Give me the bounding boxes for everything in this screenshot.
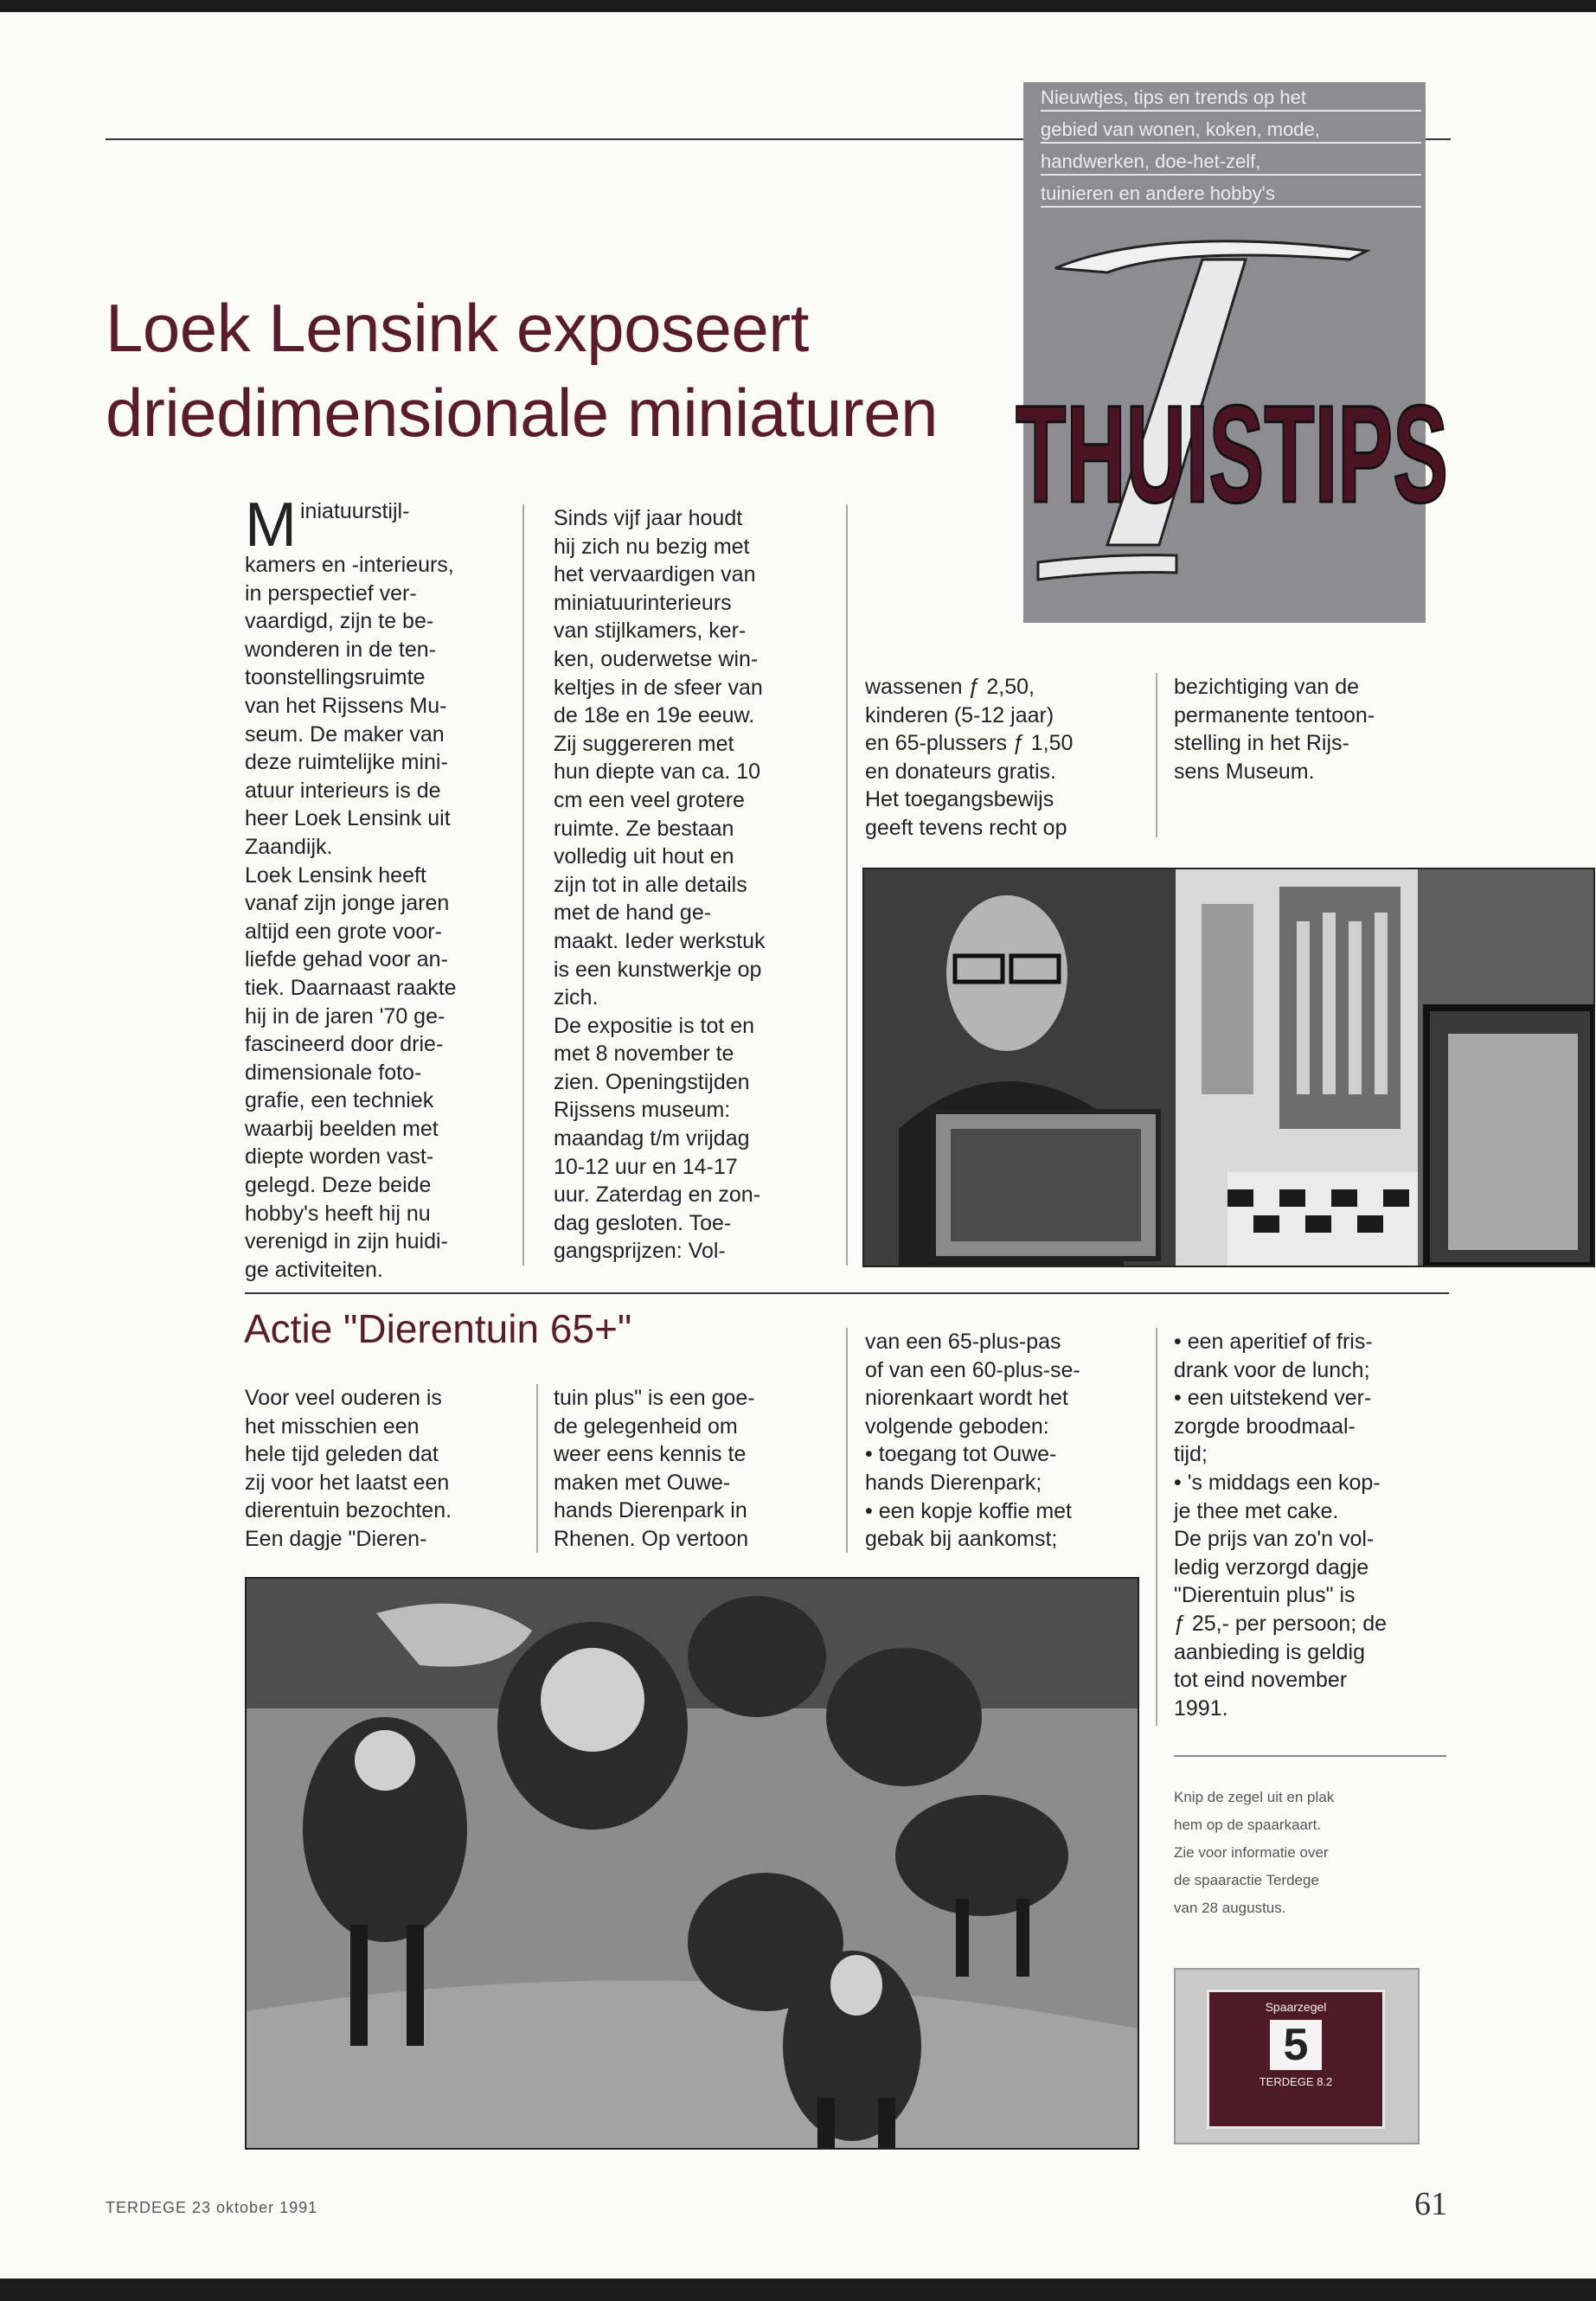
bottom-border xyxy=(0,2279,1596,2301)
top-border xyxy=(0,0,1596,12)
footer-publication: TERDEGE 23 oktober 1991 xyxy=(106,2199,318,2216)
tagline-line: Nieuwtjes, tips en trends op het xyxy=(1041,85,1421,112)
article2-column4 xyxy=(1174,1328,1442,1722)
column-divider xyxy=(522,504,524,1266)
section-rule xyxy=(245,1292,1449,1294)
article2-headline: Actie "Dierentuin 65+" xyxy=(244,1306,632,1351)
article1-column3 xyxy=(865,673,1125,843)
article1-col4-text: bezichtiging van de permanente tentoon- stelling in het Rijs- sens Museum. xyxy=(1174,675,1375,784)
savings-stamp xyxy=(1207,1990,1385,2129)
article1-col2-text: Sinds vijf jaar houdt hij zich nu bezig met het vervaardigen van miniatuurinterieurs van stijlkamers, ker- ken, ouderwetse win- keltjes in de sfeer van de 18e en 19e eeuw. Zij suggereren met hun diepte van ca. 10 cm een veel grotere ruimte. Ze bestaan volledig uit hout en zijn tot in alle details met de hand ge- maakt. Ieder werkstuk is een kunstwerkje op zich. De expositie is tot en met 8 november te zien. Openingstijden Rijssens museum: maandag t/m vrijdag 10-12 uur en 14-17 uur. Zaterdag en zon- dag gesloten. Toe- gangsprijzen: Vol- xyxy=(554,506,766,1264)
stamp-note-text: Knip de zegel uit en plak hem op de spaarkaart. Zie voor informatie over de spaaractie Terdege van 28 augustus. xyxy=(1174,1789,1335,1916)
column-divider xyxy=(536,1384,538,1553)
article2-column1 xyxy=(245,1384,504,1554)
article1-column4 xyxy=(1174,673,1433,785)
thuistips-wordmark xyxy=(1012,372,1453,519)
column-divider xyxy=(1156,673,1157,837)
stamp-label: Spaarzegel xyxy=(1265,2000,1327,2014)
article2-col4-text: • een aperitief of fris- drank voor de lunch; • een uitstekend ver- zorgde broodmaal- tijd; • 's middags een kop- je thee met cake. De prijs van zo'n vol- ledig verzorgd dagje "Dierentuin plus" is ƒ 25,- per persoon; de aanbieding is geldig tot eind november 1991. xyxy=(1174,1330,1387,1721)
article2-col3-text: van een 65-plus-pas of van een 60-plus-se- niorenkaart wordt het volgende geboden: • toegang tot Ouwe- hands Dierenpark; • een kopje koffie met gebak bij aankomst; xyxy=(865,1330,1080,1552)
thuistips-logo-text: THUISTIPS xyxy=(1016,376,1448,519)
photo-miniatures xyxy=(862,868,1595,1267)
photo-baboons-image xyxy=(247,1579,1138,2148)
article2-col2-text: tuin plus" is een goe- de gelegenheid om weer eens kennis te maken met Ouwe- hands Dierenpark in Rhenen. Op vertoon xyxy=(554,1386,755,1551)
article2-column3 xyxy=(865,1328,1133,1554)
article1-headline-line1: Loek Lensink exposeert xyxy=(106,290,809,366)
thuistips-tagline xyxy=(1041,85,1421,213)
article1-column1 xyxy=(245,490,504,1284)
page-number: 61 xyxy=(1414,2186,1447,2222)
column-divider xyxy=(846,504,848,1266)
article1-headline-line2: driedimensionale miniaturen xyxy=(106,375,939,451)
stamp-number: 5 xyxy=(1270,2020,1322,2070)
photo-baboons xyxy=(245,1577,1139,2150)
photo-miniatures-image xyxy=(864,869,1593,1266)
column-divider xyxy=(846,1328,848,1553)
article1-col1-text: kamers en -interieurs, in perspectief ver- vaardigd, zijn te be- wonderen in de ten- toonstellingsruimte van het Rijssens Mu- seum. De maker van deze ruimtelijke mini- atuur interieurs is de heer Loek Lensink uit Zaandijk. Loek Lensink heeft vanaf zijn jonge jaren altijd een grote voor- liefde gehad voor an- tiek. Daarnaast raakte hij in de jaren '70 ge- fascineerd door drie- dimensionale foto- grafie, een techniek waarbij beelden met diepte worden vast- gelegd. Deze beide hobby's heeft hij nu verenigd in zijn huidi- ge activiteiten. xyxy=(245,553,457,1282)
article2-column2 xyxy=(554,1384,822,1554)
article1-column2 xyxy=(554,504,830,1266)
article1-col1-first: iniatuurstijl- xyxy=(299,499,410,523)
drop-cap: M xyxy=(245,490,297,560)
article2-col1-text: Voor veel ouderen is het misschien een hele tijd geleden dat zij voor het laatst een dierentuin bezochten. Een dagje "Dieren- xyxy=(245,1386,452,1551)
tagline-line: handwerken, doe-het-zelf, xyxy=(1041,149,1421,176)
note-rule xyxy=(1174,1755,1446,1757)
tagline-line: gebied van wonen, koken, mode, xyxy=(1041,117,1421,144)
stamp-footer: TERDEGE 8.2 xyxy=(1259,2075,1333,2088)
tagline-line: tuinieren en andere hobby's xyxy=(1041,181,1421,208)
article1-col3-text: wassenen ƒ 2,50, kinderen (5-12 jaar) en 65-plussers ƒ 1,50 en donateurs gratis. Het toegangsbewijs geeft tevens recht op xyxy=(865,675,1074,840)
column-divider xyxy=(1156,1328,1157,1726)
article1-headline xyxy=(106,285,1022,455)
thuistips-wordmark-icon xyxy=(1012,372,1453,519)
